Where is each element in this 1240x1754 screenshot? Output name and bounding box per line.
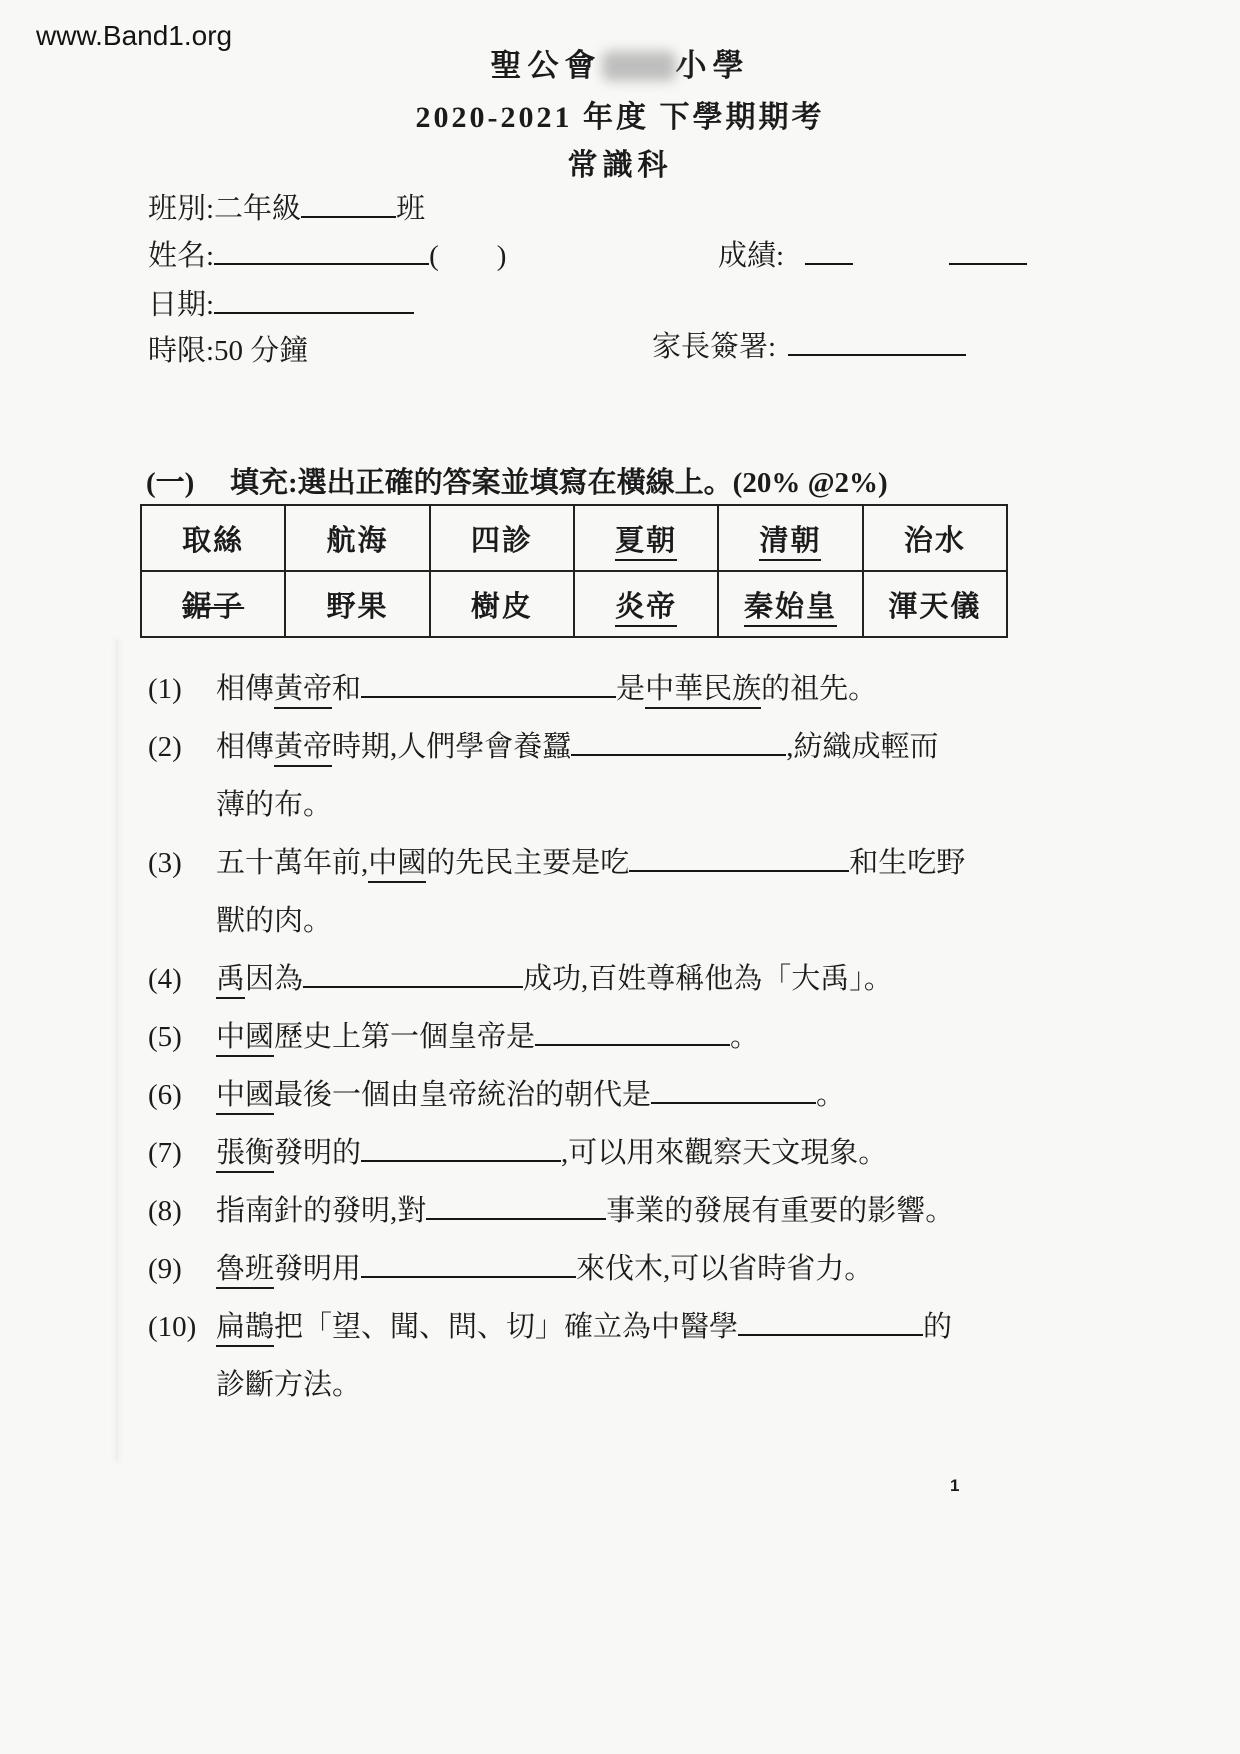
question-text-segment: ,可以用來觀察天文現象。	[561, 1137, 888, 1169]
section-instruction: 填充:選出正確的答案並填寫在橫線上。(20% @2%)	[230, 467, 888, 499]
question-number: (3)	[148, 847, 182, 879]
question-text-segment: 歷史上第一個皇帝是	[274, 1021, 536, 1053]
question-text-segment: 和生吃野	[849, 847, 966, 879]
question-text-segment: 因為	[245, 963, 304, 995]
question-number: (4)	[148, 963, 182, 995]
answer-blank	[629, 846, 849, 872]
class-field	[148, 186, 425, 227]
question-text-segment: 時期,人們學會養蠶	[332, 731, 572, 763]
question-text-segment: 的先民主要是吃	[426, 847, 630, 879]
word-bank-cell	[285, 505, 429, 571]
question-text-segment: 把「望、聞、問、切」確立為中醫學	[274, 1311, 739, 1343]
question-item	[148, 1008, 1148, 1066]
score-field	[718, 233, 1027, 274]
question-item	[148, 950, 1148, 1008]
underlined-term: 魯班	[216, 1253, 274, 1289]
question-text-segment: 五十萬年前,	[216, 847, 369, 879]
questions	[148, 660, 1148, 1414]
question-text-segment: 的	[923, 1311, 953, 1343]
word-bank-word: 四診	[470, 524, 533, 557]
question-item	[148, 834, 1148, 950]
word-bank-table	[140, 504, 1008, 638]
word-bank-cell	[141, 505, 285, 571]
question-number: (10)	[148, 1311, 197, 1343]
answer-blank	[651, 1078, 816, 1104]
name-field	[148, 233, 506, 274]
question-text-segment: 最後一個由皇帝統治的朝代是	[274, 1079, 652, 1111]
question-text-segment: 和	[332, 673, 362, 705]
question-item	[148, 1298, 1148, 1414]
question-text	[216, 1124, 1148, 1182]
word-bank-word: 樹皮	[470, 590, 533, 623]
answer-blank	[361, 672, 616, 698]
underlined-term: 黃帝	[274, 731, 332, 767]
question-text	[216, 660, 1148, 718]
question-item	[148, 1182, 1148, 1240]
word-bank-word: 鋸子	[182, 590, 245, 623]
scan-crease	[116, 640, 118, 1460]
class-suffix: 班	[396, 193, 426, 225]
underlined-term: 中國	[216, 1079, 274, 1115]
underlined-term: 禹	[216, 963, 245, 999]
parent-signature-label: 家長簽署:	[652, 331, 777, 363]
page-number: 1	[950, 1476, 960, 1495]
date-blank	[214, 286, 414, 314]
underlined-term: 黃帝	[274, 673, 332, 709]
question-text	[216, 1240, 1148, 1298]
question-text-segment: 的祖先。	[761, 673, 878, 705]
question-number: (2)	[148, 731, 182, 763]
answer-blank	[426, 1194, 606, 1220]
question-text-segment: 診斷方法。	[216, 1369, 362, 1401]
word-bank-cell	[430, 571, 574, 637]
score-total-blank	[949, 237, 1027, 265]
word-bank-word: 秦始皇	[744, 591, 837, 627]
word-bank-cell	[574, 571, 718, 637]
question-text	[216, 1008, 1148, 1066]
word-bank-word: 治水	[903, 524, 966, 557]
word-bank-word: 渾天儀	[888, 590, 982, 623]
question-number: (1)	[148, 673, 182, 705]
section-heading	[146, 460, 1046, 501]
question-text-segment: 指南針的發明,對	[216, 1195, 427, 1227]
question-number: (7)	[148, 1137, 182, 1169]
word-bank-word: 取絲	[182, 524, 245, 557]
word-bank-word: 夏朝	[615, 525, 677, 561]
question-text-segment: 事業的發展有重要的影響。	[606, 1195, 955, 1227]
question-text-segment: 。	[816, 1079, 846, 1111]
word-bank-word: 航海	[326, 524, 389, 557]
time-limit-label: 時限:50 分鐘	[148, 335, 309, 367]
word-bank-row	[141, 571, 1007, 637]
word-bank-cell	[863, 571, 1007, 637]
name-label: 姓名:	[148, 240, 215, 272]
school-name-prefix: 聖公會	[490, 48, 602, 83]
word-bank-cell	[430, 505, 574, 571]
question-number: (5)	[148, 1021, 182, 1053]
answer-blank	[361, 1136, 561, 1162]
question-text	[216, 1066, 1148, 1124]
underlined-term: 扁鵲	[216, 1311, 274, 1347]
question-item	[148, 718, 1148, 834]
school-name	[0, 40, 1240, 85]
question-text	[216, 950, 1148, 1008]
watermark: www.Band1.org	[36, 20, 233, 51]
question-text-segment: 相傳	[216, 731, 275, 763]
word-bank-body	[141, 505, 1007, 637]
class-blank	[301, 190, 396, 218]
exam-title: 2020-2021 年度 下學期期考	[415, 101, 825, 134]
parent-signature-field	[652, 324, 966, 365]
word-bank-cell	[574, 505, 718, 571]
question-number: (8)	[148, 1195, 182, 1227]
time-limit-field	[148, 328, 308, 369]
underlined-term: 中國	[216, 1021, 274, 1057]
question-item	[148, 660, 1148, 718]
word-bank-word: 清朝	[759, 525, 821, 561]
question-text	[216, 718, 1148, 834]
date-field	[148, 282, 414, 323]
answer-blank	[571, 730, 786, 756]
class-label: 班別:二年級	[148, 193, 302, 225]
question-item	[148, 1066, 1148, 1124]
question-text-segment: 成功,百姓尊稱他為「大禹」。	[523, 963, 893, 995]
question-text	[216, 1182, 1148, 1240]
question-text-segment: 相傳	[216, 673, 275, 705]
question-number: (6)	[148, 1079, 182, 1111]
question-text-segment: ,紡織成輕而	[786, 731, 939, 763]
name-blank	[214, 237, 429, 265]
paren-open: (	[429, 240, 439, 272]
answer-blank	[361, 1252, 576, 1278]
word-bank-cell	[141, 571, 285, 637]
underlined-term: 張衡	[216, 1137, 274, 1173]
score-label: 成績:	[718, 240, 785, 272]
answer-blank	[738, 1310, 923, 1336]
question-text	[216, 1298, 1148, 1414]
word-bank-cell	[718, 505, 862, 571]
word-bank-word: 野果	[326, 590, 389, 623]
question-item	[148, 1240, 1148, 1298]
subject-title: 常識科	[567, 149, 673, 182]
section-number: (一)	[146, 467, 195, 499]
paren-close: )	[496, 240, 507, 272]
word-bank-cell	[718, 571, 862, 637]
question-text-segment: 。	[730, 1021, 760, 1053]
question-number: (9)	[148, 1253, 182, 1285]
question-text	[216, 834, 1148, 950]
parent-signature-blank	[788, 328, 966, 356]
date-label: 日期:	[148, 289, 215, 321]
question-text-segment: 發明的	[274, 1137, 362, 1169]
question-text-segment: 獸的肉。	[216, 905, 333, 937]
word-bank-cell	[863, 505, 1007, 571]
score-blank	[805, 237, 853, 265]
question-item	[148, 1124, 1148, 1182]
word-bank-row	[141, 505, 1007, 571]
redacted-school-name	[602, 51, 676, 81]
question-text-segment: 是	[616, 673, 646, 705]
word-bank-cell	[285, 571, 429, 637]
underlined-term: 中華民族	[645, 673, 761, 709]
question-text-segment: 發明用	[274, 1253, 362, 1285]
question-text-segment: 薄的布。	[216, 789, 333, 821]
school-name-suffix: 小學	[675, 48, 750, 83]
question-text-segment: 來伐木,可以省時省力。	[576, 1253, 874, 1285]
underlined-term: 中國	[368, 847, 426, 883]
answer-blank	[535, 1020, 730, 1046]
answer-blank	[303, 962, 523, 988]
word-bank-word: 炎帝	[615, 591, 677, 627]
